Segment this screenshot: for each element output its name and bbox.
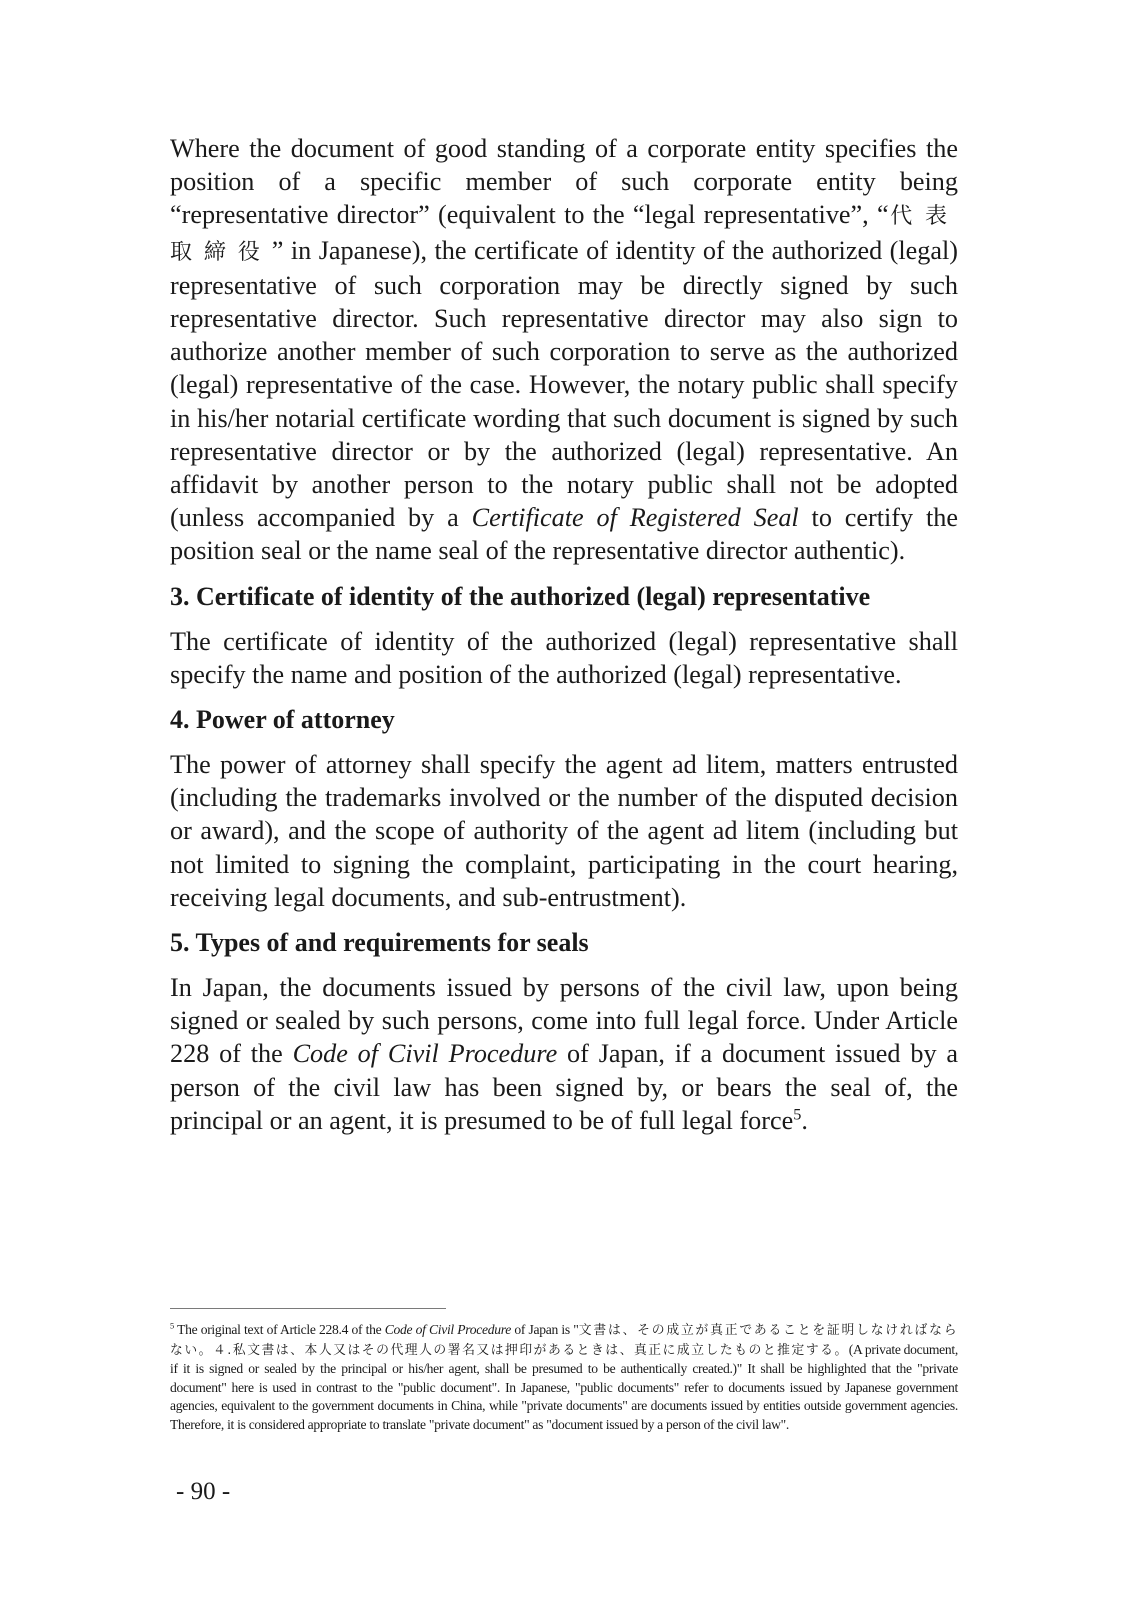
footnote-text: (A private document, if it is signed or sealed by the principal or his/her agent, shall be presumed to be authentically created.)" It shall be highlighted that the "private document" here is used in contrast to the "public document". In Japanese, "public documents" refer to documents issued by Japanese government agencies, equivalent to the government documents in China, while "private documents" are documents issued by entities outside government agencies. Therefore, it is considered appropriate to translate "private document" as "document issued by a person of the civil law". <box>170 1341 958 1432</box>
paragraph-text: . <box>801 1105 808 1135</box>
footnote-number: 5 <box>170 1320 174 1331</box>
footnote-divider <box>170 1308 446 1309</box>
paragraph-text: of Japan, if a document issued by a person of the civil law has been signed by, or bears the seal of, the principal or an agent, it is presumed to be of full legal force <box>170 1039 958 1135</box>
section-heading-4: 4. Power of attorney <box>170 705 395 735</box>
page-body <box>170 132 958 1137</box>
section-body-5 <box>170 971 958 1137</box>
footnote-reference[interactable]: 5 <box>793 1105 802 1124</box>
japanese-quote: 文書は、その成立が真正であることを証明しなければならない。４.私文書は、本人又はその代理人の署名又は押印があるときは、真正に成立したものと推定する。 <box>170 1323 958 1358</box>
paragraph-text: In Japan, the documents issued by persons of the civil law, upon being signed or sealed by such persons, come into full legal force. Under Article 228 of the <box>170 973 958 1069</box>
italic-title: Code of Civil Procedure <box>292 1039 558 1069</box>
paragraph-text: ” in Japanese), the certificate of identity of the authorized (legal) representative of such corporation may be directly signed by such representative director. Such representative director may also sign to authorize another member of such corporation to serve as the authorized (legal) representative of the case. However, the notary public shall specify in his/her notarial certificate wording that such document is signed by such representative director or by the authorized (legal) representative. An affidavit by another person to the notary public shall not be adopted (unless accompanied by a <box>170 235 958 533</box>
page-number: - 90 - <box>176 1478 231 1505</box>
section-body-3: The certificate of identity of the authorized (legal) representative shall specify the name and position of the authorized (legal) representative. <box>170 626 958 689</box>
paragraph-text: to certify the position seal or the name seal of the representative director authentic). <box>170 503 958 566</box>
japanese-term: 代表取締役 <box>170 204 958 265</box>
footnote-text: of Japan is " <box>510 1322 579 1337</box>
section-body-4: The power of attorney shall specify the agent ad litem, matters entrusted (including the trademarks involved or the number of the disputed decision or award), and the scope of authority of the agent ad litem (including but not limited to signing the complaint, participating in the court hearing, receiving legal documents, and sub-entrustment). <box>170 750 958 912</box>
footnote-text: The original text of Article 228.4 of the <box>173 1322 385 1337</box>
section-heading-3: 3. Certificate of identity of the authorized (legal) representative <box>170 581 871 611</box>
italic-title: Certificate of Registered Seal <box>471 503 799 533</box>
paragraph-good-standing <box>170 132 958 568</box>
italic-title: Code of Civil Procedure <box>384 1322 511 1337</box>
footnote-5 <box>170 1321 958 1435</box>
paragraph-text: Where the document of good standing of a corporate entity specifies the position of a specific member of such corporate entity being “representative director” (equivalent to the “legal representative”, “ <box>170 134 958 230</box>
section-heading-5: 5. Types of and requirements for seals <box>170 928 589 958</box>
